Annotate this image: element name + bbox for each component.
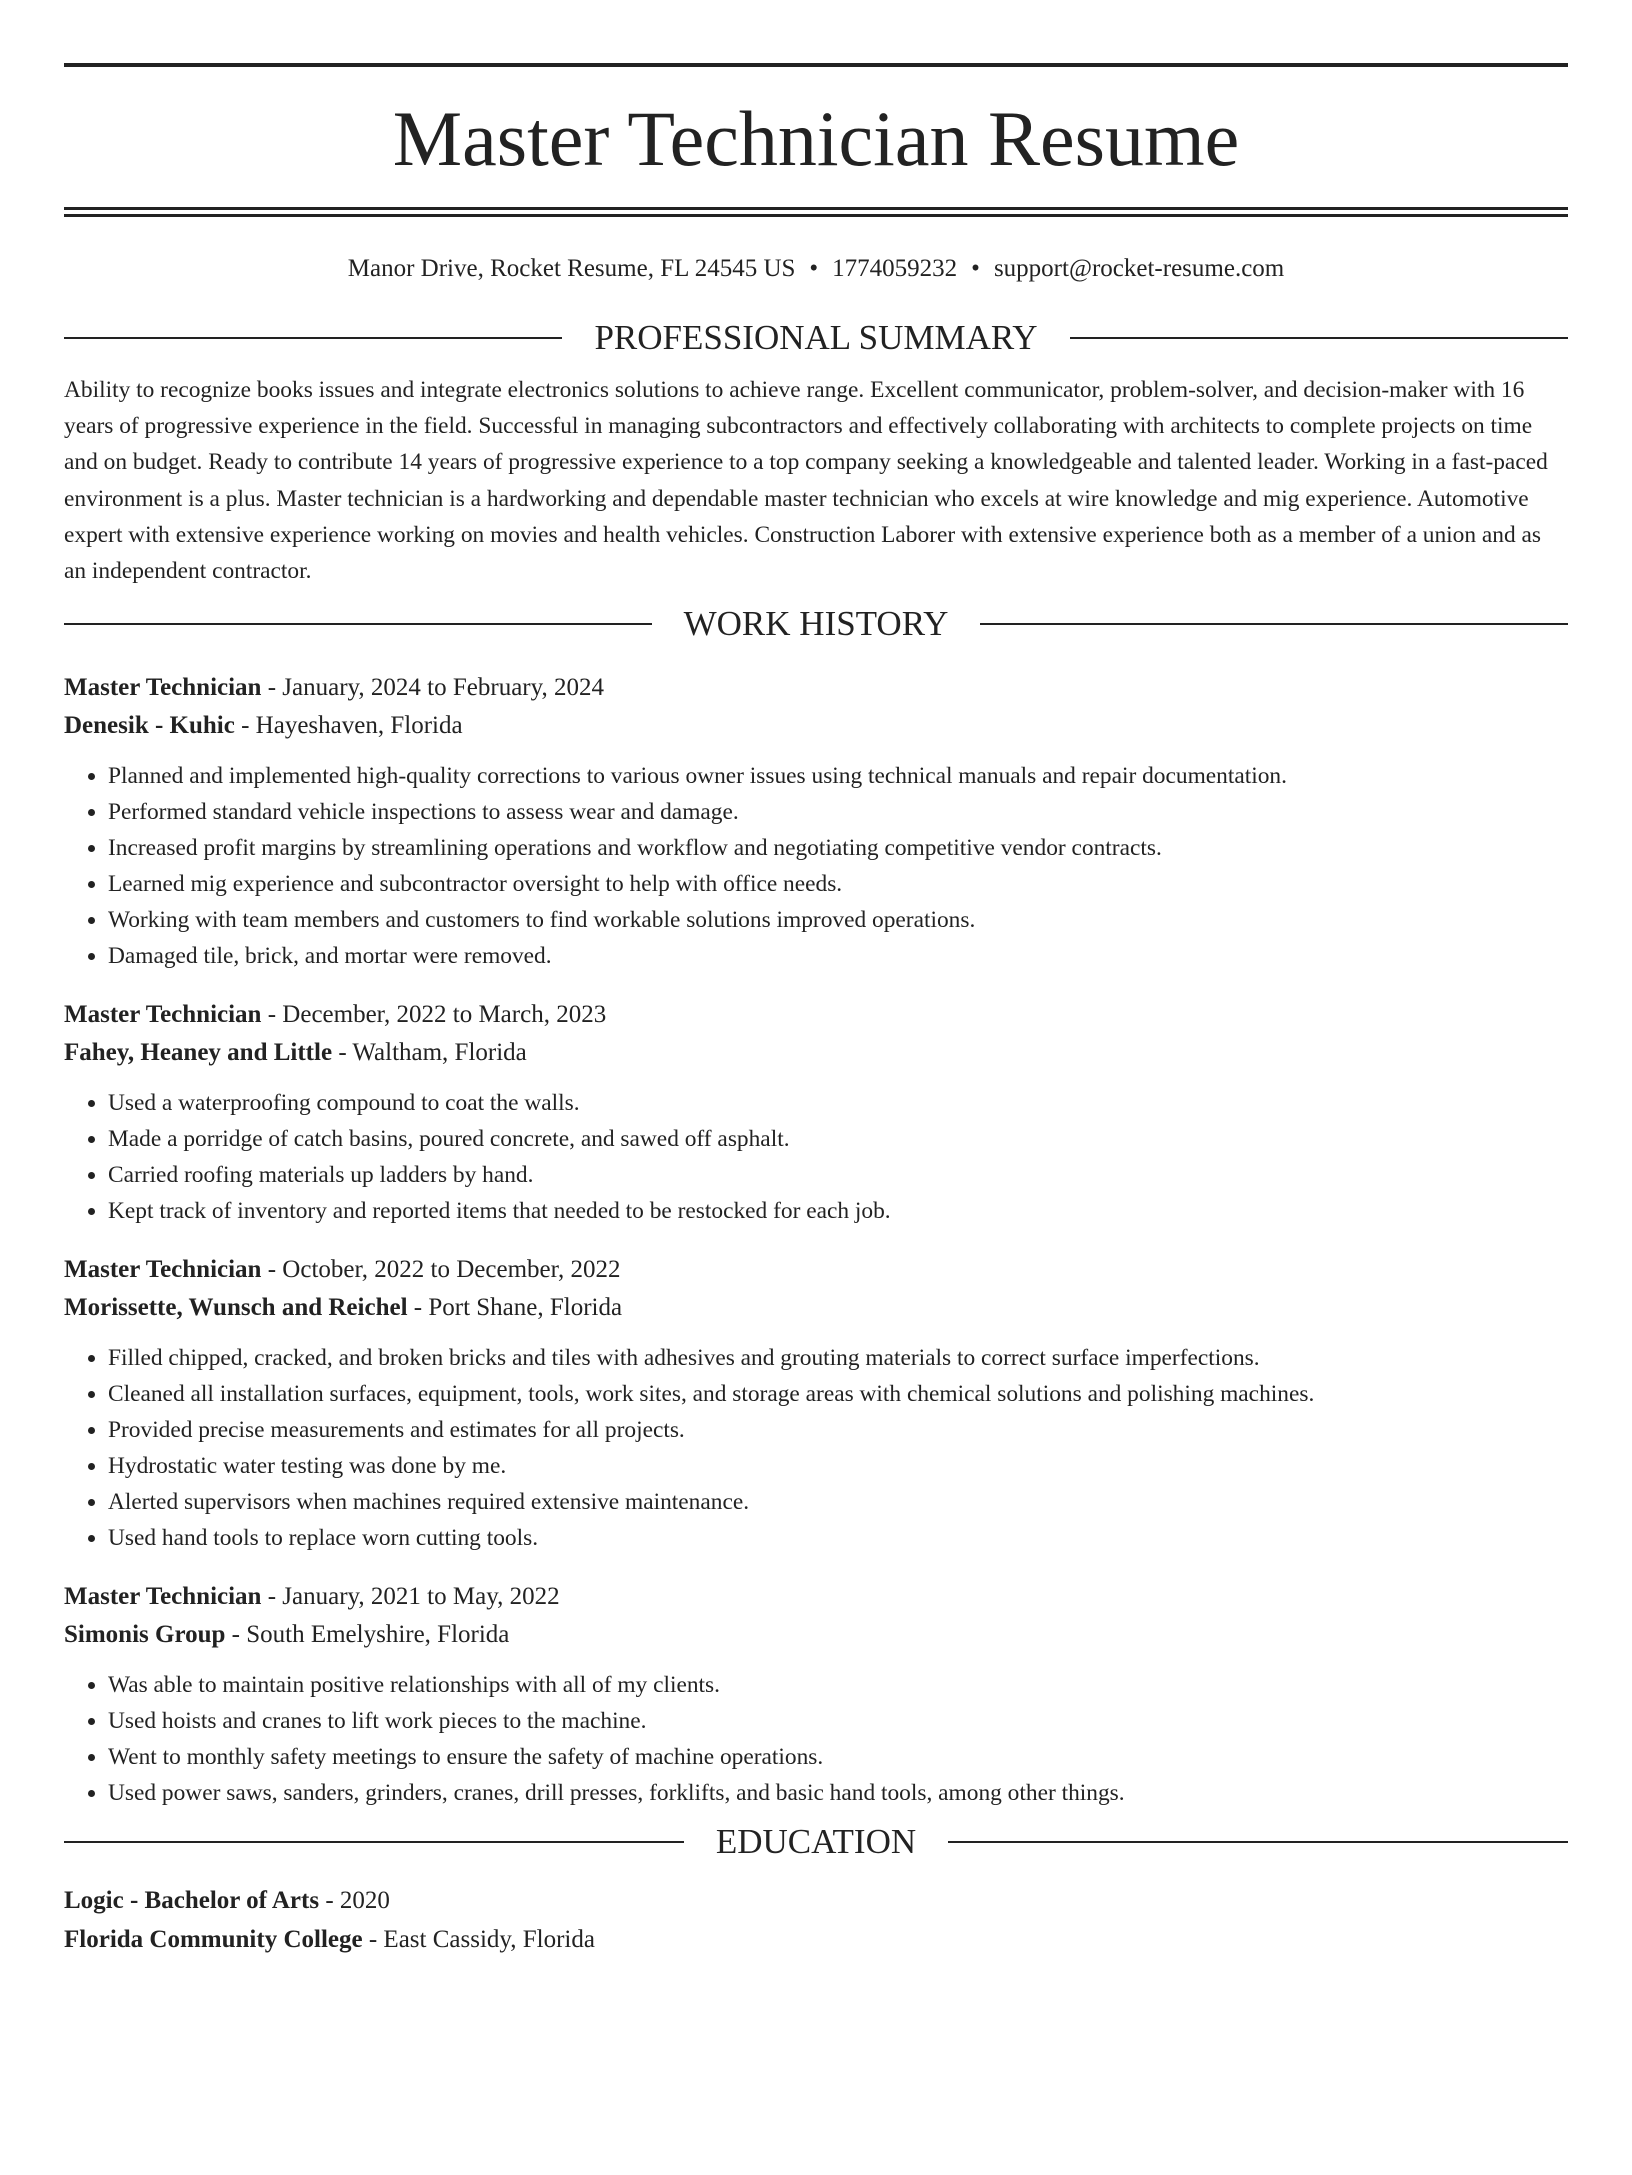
contact-separator: • <box>971 255 980 282</box>
job-bullet: • Planned and implemented high-quality corrections to various owner issues using technical manuals and repair documentation. <box>108 758 1568 794</box>
job-bullet: • Increased profit margins by streamlining operations and workflow and negotiating competitive vendor contracts. <box>108 830 1568 866</box>
section-rule-right <box>948 1841 1568 1843</box>
education-entry <box>64 1881 1568 1959</box>
job-bullets <box>64 1085 1568 1229</box>
job-bullet: • Alerted supervisors when machines required extensive maintenance. <box>108 1484 1568 1520</box>
section-header-education <box>64 1821 1568 1863</box>
job-bullet: • Damaged tile, brick, and mortar were removed. <box>108 938 1568 974</box>
job-dates: - January, 2021 to May, 2022 <box>261 1583 560 1611</box>
contact-phone: 1774059232 <box>832 255 958 282</box>
job-bullets <box>64 758 1568 974</box>
job-bullet: • Used power saws, sanders, grinders, cranes, drill presses, forklifts, and basic hand tools, among other things. <box>108 1775 1568 1811</box>
job-company-line <box>64 1034 1568 1072</box>
section-header-work <box>64 603 1568 645</box>
job-company-line <box>64 1289 1568 1327</box>
job-bullet: • Working with team members and customers to find workable solutions improved operations. <box>108 902 1568 938</box>
job-bullet: • Used hand tools to replace worn cutting tools. <box>108 1520 1568 1556</box>
education-school-line <box>64 1920 1568 1959</box>
section-rule-left <box>64 623 652 625</box>
job-bullet: • Went to monthly safety meetings to ensure the safety of machine operations. <box>108 1739 1568 1775</box>
job-location: - South Emelyshire, Florida <box>225 1621 510 1649</box>
job-bullet: • Performed standard vehicle inspections to assess wear and damage. <box>108 794 1568 830</box>
job-bullet: • Carried roofing materials up ladders by hand. <box>108 1157 1568 1193</box>
job-bullet: • Cleaned all installation surfaces, equipment, tools, work sites, and storage areas with chemical solutions and polishing machines. <box>108 1376 1568 1412</box>
education-location: - East Cassidy, Florida <box>362 1926 595 1954</box>
header-top-rule <box>64 63 1568 67</box>
job-entry <box>64 1578 1568 1811</box>
job-bullet: • Kept track of inventory and reported items that needed to be restocked for each job. <box>108 1193 1568 1229</box>
education-degree-line <box>64 1881 1568 1920</box>
header-double-rule <box>64 207 1568 217</box>
section-header-summary <box>64 317 1568 359</box>
contact-email: support@rocket-resume.com <box>993 255 1285 282</box>
job-bullet: • Provided precise measurements and estimates for all projects. <box>108 1412 1568 1448</box>
section-rule-right <box>980 623 1568 625</box>
contact-address: Manor Drive, Rocket Resume, FL 24545 US <box>347 255 796 282</box>
job-bullet: • Filled chipped, cracked, and broken bricks and tiles with adhesives and grouting materials to correct surface imperfections. <box>108 1340 1568 1376</box>
job-company: Morissette, Wunsch and Reichel <box>64 1294 408 1322</box>
job-bullet: • Was able to maintain positive relationships with all of my clients. <box>108 1667 1568 1703</box>
job-bullet: • Hydrostatic water testing was done by me. <box>108 1448 1568 1484</box>
job-bullet: • Learned mig experience and subcontractor oversight to help with office needs. <box>108 866 1568 902</box>
job-bullet: • Made a porridge of catch basins, poured concrete, and sawed off asphalt. <box>108 1121 1568 1157</box>
job-bullets <box>64 1340 1568 1556</box>
job-bullet: • Used hoists and cranes to lift work pieces to the machine. <box>108 1703 1568 1739</box>
resume-page <box>0 63 1632 2175</box>
job-title-line <box>64 1578 1568 1616</box>
job-dates: - October, 2022 to December, 2022 <box>261 1256 621 1284</box>
job-title: Master Technician <box>64 1256 262 1284</box>
job-entry <box>64 1251 1568 1556</box>
job-location: - Waltham, Florida <box>332 1039 527 1067</box>
section-rule-left <box>64 337 562 339</box>
job-location: - Hayeshaven, Florida <box>234 712 463 740</box>
resume-title: Master Technician Resume <box>392 95 1240 182</box>
job-title-line <box>64 1251 1568 1289</box>
section-title-work: WORK HISTORY <box>683 604 949 644</box>
job-entry <box>64 669 1568 974</box>
section-rule-left <box>64 1841 684 1843</box>
job-title: Master Technician <box>64 674 262 702</box>
summary-text: Ability to recognize books issues and integrate electronics solutions to achieve range. Excellent communicator, problem-solver, and decision-maker with 16 years of progressive experience in the field. Successful in managing subcontractors and effectively collaborating with architects to complete projects on time and on budget. Ready to contribute 14 years of progressive experience to a top company seeking a knowledgeable and talented leader. Working in a fast-paced environment is a plus. Master technician is a hardworking and dependable master technician who excels at wire knowledge and mig experience. Automotive expert with extensive experience working on movies and health vehicles. Construction Laborer with extensive experience both as a member of a union and as an independent contractor. <box>64 377 1548 585</box>
contact-line <box>64 254 1568 284</box>
job-bullets <box>64 1667 1568 1811</box>
job-bullet: • Used a waterproofing compound to coat the walls. <box>108 1085 1568 1121</box>
job-title: Master Technician <box>64 1001 262 1029</box>
contact-separator: • <box>809 255 819 282</box>
job-company: Denesik - Kuhic <box>64 712 235 740</box>
section-title-summary: PROFESSIONAL SUMMARY <box>594 318 1038 357</box>
section-rule-right <box>1070 337 1568 339</box>
job-company: Fahey, Heaney and Little <box>64 1039 333 1067</box>
job-dates: - January, 2024 to February, 2024 <box>261 674 604 702</box>
job-company-line <box>64 1616 1568 1654</box>
education-year: - 2020 <box>319 1887 390 1915</box>
job-title-line <box>64 669 1568 707</box>
education-school: Florida Community College <box>64 1926 363 1954</box>
job-location: - Port Shane, Florida <box>407 1294 623 1322</box>
job-entry <box>64 996 1568 1229</box>
job-title-line <box>64 996 1568 1034</box>
education-degree: Logic - Bachelor of Arts <box>64 1887 320 1915</box>
job-title: Master Technician <box>64 1583 262 1611</box>
job-company: Simonis Group <box>64 1621 226 1649</box>
job-dates: - December, 2022 to March, 2023 <box>261 1001 607 1029</box>
job-company-line <box>64 707 1568 745</box>
section-title-education: EDUCATION <box>715 1822 917 1862</box>
